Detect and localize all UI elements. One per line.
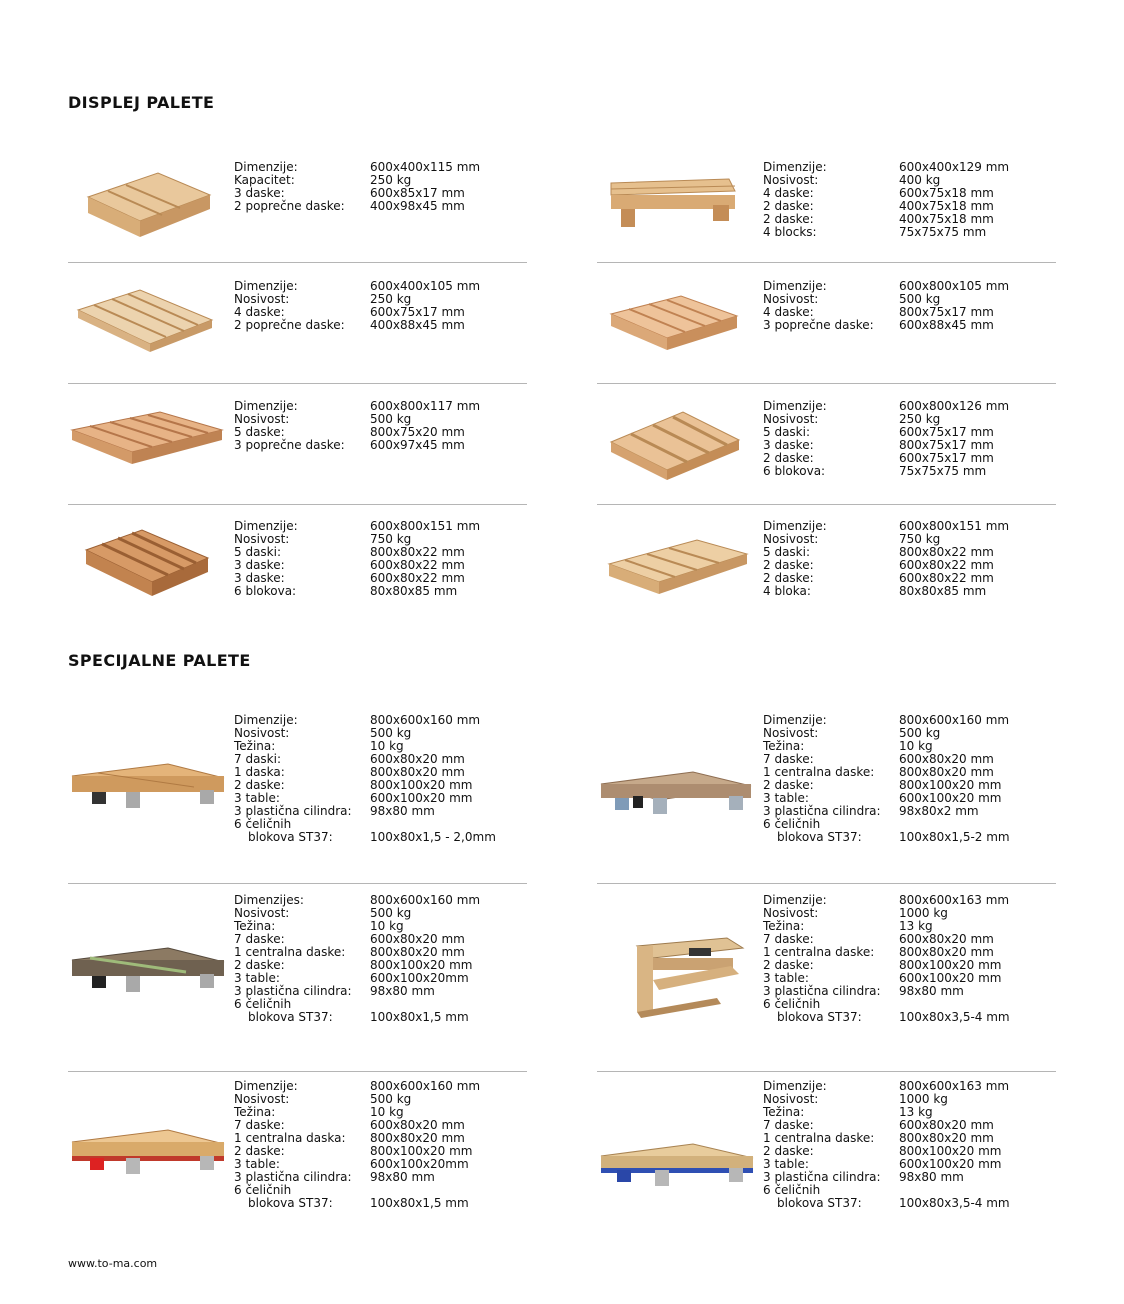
spec-label: Težina:	[763, 1105, 805, 1119]
spec-value: 500 kg	[370, 412, 412, 426]
divider	[597, 504, 1056, 505]
spec-value: 800x600x160 mm	[370, 893, 481, 907]
spec-label: 1 centralna daske:	[234, 945, 346, 959]
spec-value: 500 kg	[899, 726, 941, 740]
spec-value: 600x800x105 mm	[899, 279, 1010, 293]
spec-table	[234, 400, 480, 452]
pallet-image	[597, 714, 757, 844]
spec-label: 7 daske:	[763, 1118, 814, 1132]
spec-value: 600x100x20 mm	[899, 971, 1002, 985]
spec-row	[234, 319, 480, 332]
spec-row	[234, 200, 480, 213]
spec-label: Dimenzije:	[234, 279, 298, 293]
spec-label: Nosivost:	[763, 532, 819, 546]
spec-label: 6 čeličnih	[763, 817, 821, 831]
spec-value: 10 kg	[899, 739, 933, 753]
spec-value: 800x80x20 mm	[899, 1131, 994, 1145]
spec-value: 800x600x160 mm	[899, 713, 1010, 727]
spec-table	[234, 280, 480, 332]
spec-label: 1 centralna daska:	[234, 1131, 346, 1145]
spec-label: 6 čeličnih	[234, 817, 292, 831]
spec-label: Dimenzije:	[234, 160, 298, 174]
spec-label: Nosivost:	[763, 412, 819, 426]
spec-row	[234, 585, 480, 598]
spec-value: 600x75x18 mm	[899, 186, 994, 200]
spec-value: 75x75x75 mm	[899, 464, 987, 478]
spec-label: Dimenzije:	[234, 1079, 298, 1093]
spec-value: 800x75x17 mm	[899, 438, 994, 452]
spec-label: 2 daske:	[234, 958, 285, 972]
spec-value: 750 kg	[899, 532, 941, 546]
spec-row	[234, 1011, 480, 1024]
pallet-image	[68, 280, 228, 370]
spec-value: 800x100x20 mm	[899, 958, 1002, 972]
spec-value: 400x98x45 mm	[370, 199, 465, 213]
spec-label: 5 daski:	[763, 545, 810, 559]
spec-row	[763, 585, 1009, 598]
spec-value: 100x80x3,5-4 mm	[899, 1010, 1010, 1024]
pallet-image	[597, 400, 757, 490]
spec-value: 800x80x20 mm	[899, 765, 994, 779]
spec-label: Dimenzije:	[234, 399, 298, 413]
spec-value: 600x75x17 mm	[899, 451, 994, 465]
spec-label: 6 blokova:	[234, 584, 297, 598]
spec-label: Dimenzije:	[763, 399, 827, 413]
spec-label: 3 plastična cilindra:	[763, 984, 881, 998]
spec-value: 100x80x1,5 mm	[370, 1196, 469, 1210]
spec-label: 4 daske:	[763, 305, 814, 319]
spec-table	[763, 894, 1010, 1024]
spec-value: 1000 kg	[899, 1092, 948, 1106]
spec-value: 500 kg	[370, 726, 412, 740]
spec-value: 400x88x45 mm	[370, 318, 465, 332]
footer-url[interactable]: www.to-ma.com	[68, 1257, 158, 1270]
spec-value: 600x80x20 mm	[370, 752, 465, 766]
spec-label: 3 plastična cilindra:	[234, 804, 352, 818]
spec-label: Kapacitet:	[234, 173, 295, 187]
spec-label: 5 daske:	[234, 425, 285, 439]
section-title-special: SPECIJALNE PALETE	[68, 651, 251, 670]
spec-label: Težina:	[234, 739, 276, 753]
spec-label: 2 daske:	[234, 1144, 285, 1158]
spec-label: Dimenzije:	[234, 519, 298, 533]
spec-label: Dimenzije:	[763, 713, 827, 727]
spec-value: 600x80x20 mm	[370, 1118, 465, 1132]
spec-value: 600x80x22 mm	[899, 571, 994, 585]
pallet-image	[68, 520, 228, 610]
spec-label: 3 table:	[763, 1157, 809, 1171]
spec-value: 75x75x75 mm	[899, 225, 987, 239]
spec-label: 1 centralna daske:	[763, 945, 875, 959]
spec-label: 6 čeličnih	[234, 997, 292, 1011]
pallet-image	[597, 161, 757, 251]
divider	[597, 883, 1056, 884]
spec-label: 2 daske:	[763, 212, 814, 226]
pallet-image	[597, 280, 757, 370]
pallet-image	[68, 1080, 228, 1210]
divider	[597, 1071, 1056, 1072]
spec-value: 600x800x117 mm	[370, 399, 481, 413]
spec-label: 4 bloka:	[763, 584, 811, 598]
spec-row	[763, 465, 1009, 478]
spec-label: 6 čeličnih	[763, 997, 821, 1011]
divider	[597, 383, 1056, 384]
spec-label: 3 plastična cilindra:	[763, 1170, 881, 1184]
spec-label: 3 table:	[763, 971, 809, 985]
spec-label: blokova ST37:	[777, 830, 862, 844]
spec-label: Dimenzije:	[763, 519, 827, 533]
spec-label: Dimenzijes:	[234, 893, 304, 907]
spec-value: 800x80x22 mm	[370, 545, 465, 559]
spec-label: 2 daske:	[763, 571, 814, 585]
section-title-display: DISPLEJ PALETE	[68, 93, 215, 112]
spec-value: 600x800x126 mm	[899, 399, 1010, 413]
pallet-image	[68, 400, 228, 490]
spec-value: 1000 kg	[899, 906, 948, 920]
spec-value: 500 kg	[370, 906, 412, 920]
spec-label: Nosivost:	[763, 726, 819, 740]
spec-label: Težina:	[763, 739, 805, 753]
spec-label: 3 table:	[234, 971, 280, 985]
spec-label: 7 daske:	[234, 932, 285, 946]
pallet-image	[597, 894, 757, 1024]
spec-label: 3 plastična cilindra:	[234, 984, 352, 998]
spec-label: 3 poprečne daske:	[234, 438, 345, 452]
spec-value: 750 kg	[370, 532, 412, 546]
spec-value: 600x80x20 mm	[899, 1118, 994, 1132]
spec-label: 3 daske:	[763, 438, 814, 452]
spec-value: 98x80 mm	[899, 1170, 964, 1184]
spec-value: 98x80 mm	[370, 1170, 435, 1184]
spec-value: 500 kg	[370, 1092, 412, 1106]
spec-label: Dimenzije:	[763, 279, 827, 293]
spec-value: 10 kg	[370, 1105, 404, 1119]
spec-label: 1 centralna daske:	[763, 1131, 875, 1145]
spec-value: 600x100x20 mm	[370, 791, 473, 805]
spec-label: 1 centralna daske:	[763, 765, 875, 779]
divider	[597, 262, 1056, 263]
spec-value: 600x400x105 mm	[370, 279, 481, 293]
spec-value: 600x75x17 mm	[899, 425, 994, 439]
spec-label: 6 čeličnih	[763, 1183, 821, 1197]
spec-value: 10 kg	[370, 919, 404, 933]
spec-value: 98x80 mm	[899, 984, 964, 998]
spec-label: 3 daske:	[234, 558, 285, 572]
spec-label: 3 poprečne daske:	[763, 318, 874, 332]
spec-label: 4 blocks:	[763, 225, 817, 239]
spec-label: blokova ST37:	[248, 1010, 333, 1024]
spec-label: 7 daski:	[234, 752, 281, 766]
pallet-image	[597, 1080, 757, 1210]
spec-value: 600x80x22 mm	[899, 558, 994, 572]
spec-table	[763, 280, 1009, 332]
spec-label: 2 daske:	[763, 558, 814, 572]
spec-value: 800x600x163 mm	[899, 893, 1010, 907]
divider	[68, 883, 527, 884]
spec-value: 800x80x20 mm	[370, 1131, 465, 1145]
spec-value: 80x80x85 mm	[899, 584, 987, 598]
spec-label: 3 table:	[763, 791, 809, 805]
spec-label: Nosivost:	[763, 173, 819, 187]
spec-value: 600x80x20 mm	[899, 932, 994, 946]
spec-value: 100x80x1,5 mm	[370, 1010, 469, 1024]
spec-value: 98x80 mm	[370, 804, 435, 818]
spec-value: 600x100x20 mm	[899, 791, 1002, 805]
spec-value: 600x80x22 mm	[370, 558, 465, 572]
pallet-image	[68, 894, 228, 1024]
spec-value: 800x80x20 mm	[899, 945, 994, 959]
spec-table	[234, 161, 480, 213]
divider	[68, 1071, 527, 1072]
spec-label: 1 daska:	[234, 765, 285, 779]
spec-value: 500 kg	[899, 292, 941, 306]
spec-value: 800x100x20 mm	[899, 778, 1002, 792]
spec-label: 3 table:	[234, 1157, 280, 1171]
spec-value: 600x100x20mm	[370, 971, 469, 985]
spec-value: 10 kg	[370, 739, 404, 753]
spec-value: 600x80x22 mm	[370, 571, 465, 585]
spec-label: 2 daske:	[763, 778, 814, 792]
spec-value: 800x600x160 mm	[370, 1079, 481, 1093]
spec-value: 600x85x17 mm	[370, 186, 465, 200]
spec-label: 2 daske:	[763, 199, 814, 213]
spec-label: Nosivost:	[763, 292, 819, 306]
spec-table	[763, 161, 1009, 239]
spec-label: Nosivost:	[234, 906, 290, 920]
spec-label: 7 daske:	[234, 1118, 285, 1132]
spec-label: 2 daske:	[234, 778, 285, 792]
spec-label: Nosivost:	[234, 412, 290, 426]
spec-value: 600x97x45 mm	[370, 438, 465, 452]
spec-label: Dimenzije:	[763, 893, 827, 907]
spec-value: 600x80x20 mm	[899, 752, 994, 766]
spec-value: 600x800x151 mm	[899, 519, 1010, 533]
spec-label: 2 poprečne daske:	[234, 199, 345, 213]
spec-label: 6 blokova:	[763, 464, 826, 478]
spec-row	[234, 831, 496, 844]
spec-value: 600x80x20 mm	[370, 932, 465, 946]
spec-value: 600x88x45 mm	[899, 318, 994, 332]
spec-value: 800x80x20 mm	[370, 765, 465, 779]
pallet-image	[597, 520, 757, 610]
spec-label: Dimenzije:	[234, 713, 298, 727]
spec-label: Nosivost:	[763, 906, 819, 920]
spec-label: Težina:	[234, 919, 276, 933]
spec-value: 600x75x17 mm	[370, 305, 465, 319]
spec-label: 3 daske:	[234, 186, 285, 200]
spec-label: Težina:	[234, 1105, 276, 1119]
spec-value: 800x80x20 mm	[370, 945, 465, 959]
spec-label: Nosivost:	[234, 292, 290, 306]
spec-label: 3 daske:	[234, 571, 285, 585]
spec-value: 98x80x2 mm	[899, 804, 979, 818]
spec-label: 5 daski:	[234, 545, 281, 559]
spec-table	[234, 714, 496, 844]
spec-value: 800x100x20 mm	[370, 778, 473, 792]
spec-value: 100x80x1,5 - 2,0mm	[370, 830, 496, 844]
spec-row	[763, 226, 1009, 239]
spec-value: 800x600x163 mm	[899, 1079, 1010, 1093]
spec-table	[763, 714, 1010, 844]
spec-label: blokova ST37:	[248, 1196, 333, 1210]
spec-value: 800x100x20 mm	[370, 958, 473, 972]
spec-label: Nosivost:	[234, 532, 290, 546]
spec-value: 250 kg	[899, 412, 941, 426]
spec-value: 600x400x115 mm	[370, 160, 481, 174]
spec-row	[763, 1011, 1010, 1024]
spec-label: blokova ST37:	[248, 830, 333, 844]
spec-label: Nosivost:	[234, 1092, 290, 1106]
spec-row	[763, 831, 1010, 844]
spec-value: 600x400x129 mm	[899, 160, 1010, 174]
spec-value: 800x75x17 mm	[899, 305, 994, 319]
spec-label: 2 daske:	[763, 451, 814, 465]
spec-value: 250 kg	[370, 292, 412, 306]
spec-value: 800x75x20 mm	[370, 425, 465, 439]
spec-label: Dimenzije:	[763, 160, 827, 174]
spec-label: 4 daske:	[763, 186, 814, 200]
spec-row	[763, 319, 1009, 332]
spec-label: 2 daske:	[763, 1144, 814, 1158]
spec-label: 5 daski:	[763, 425, 810, 439]
spec-value: 13 kg	[899, 919, 933, 933]
spec-label: 2 poprečne daske:	[234, 318, 345, 332]
pallet-image	[68, 161, 228, 251]
spec-label: 4 daske:	[234, 305, 285, 319]
spec-value: 600x100x20mm	[370, 1157, 469, 1171]
spec-label: 3 table:	[234, 791, 280, 805]
spec-value: 600x800x151 mm	[370, 519, 481, 533]
spec-value: 600x100x20 mm	[899, 1157, 1002, 1171]
spec-value: 13 kg	[899, 1105, 933, 1119]
spec-label: Nosivost:	[234, 726, 290, 740]
spec-label: 3 plastična cilindra:	[763, 804, 881, 818]
spec-label: blokova ST37:	[777, 1196, 862, 1210]
spec-value: 800x100x20 mm	[370, 1144, 473, 1158]
spec-table	[763, 520, 1009, 598]
spec-label: 3 plastična cilindra:	[234, 1170, 352, 1184]
spec-row	[763, 1197, 1010, 1210]
spec-value: 80x80x85 mm	[370, 584, 458, 598]
pallet-image	[68, 714, 228, 844]
spec-value: 400x75x18 mm	[899, 199, 994, 213]
divider	[68, 383, 527, 384]
spec-label: 6 čeličnih	[234, 1183, 292, 1197]
spec-label: Težina:	[763, 919, 805, 933]
spec-value: 250 kg	[370, 173, 412, 187]
spec-table	[234, 1080, 480, 1210]
spec-label: Nosivost:	[763, 1092, 819, 1106]
spec-row	[234, 439, 480, 452]
divider	[68, 262, 527, 263]
spec-value: 800x100x20 mm	[899, 1144, 1002, 1158]
spec-label: 7 daske:	[763, 932, 814, 946]
divider	[68, 504, 527, 505]
spec-label: Dimenzije:	[763, 1079, 827, 1093]
spec-label: 2 daske:	[763, 958, 814, 972]
spec-value: 400x75x18 mm	[899, 212, 994, 226]
spec-label: 7 daske:	[763, 752, 814, 766]
spec-value: 800x600x160 mm	[370, 713, 481, 727]
spec-value: 400 kg	[899, 173, 941, 187]
spec-row	[234, 1197, 480, 1210]
spec-table	[234, 894, 480, 1024]
spec-table	[234, 520, 480, 598]
spec-value: 100x80x1,5-2 mm	[899, 830, 1010, 844]
spec-label: blokova ST37:	[777, 1010, 862, 1024]
spec-value: 98x80 mm	[370, 984, 435, 998]
spec-value: 800x80x22 mm	[899, 545, 994, 559]
spec-table	[763, 400, 1009, 478]
spec-value: 100x80x3,5-4 mm	[899, 1196, 1010, 1210]
spec-table	[763, 1080, 1010, 1210]
